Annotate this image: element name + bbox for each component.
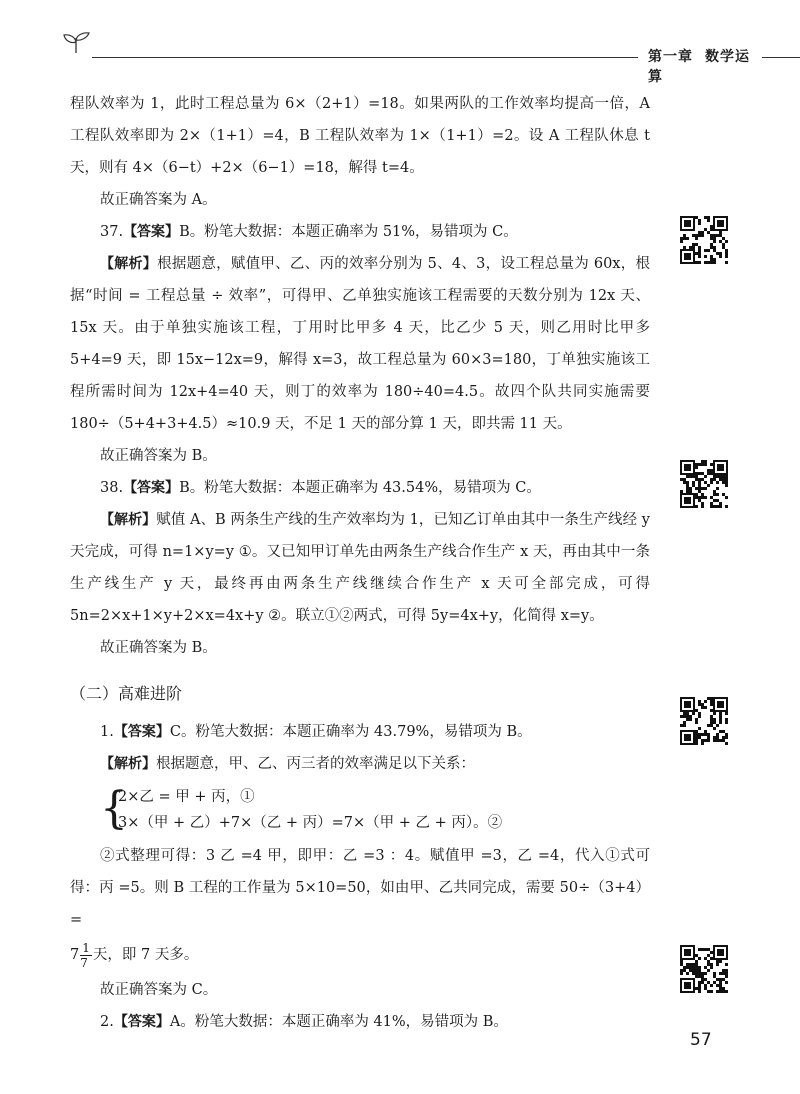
qr-code-icon	[680, 945, 728, 993]
hard-question-1-answer	[70, 716, 650, 748]
qr-code-icon	[680, 697, 728, 745]
whole-number: 7	[70, 947, 80, 963]
equation-system	[100, 784, 650, 836]
chapter-number: 第一章	[648, 49, 693, 65]
answer-conclusion: 故正确答案为 A。	[100, 192, 217, 208]
equation-2: 3×（甲 + 乙）+7×（乙 + 丙）=7×（甲 + 乙 + 丙）。②	[118, 815, 503, 831]
header-rule	[92, 57, 638, 58]
answer-conclusion: 故正确答案为 B。	[100, 640, 217, 656]
question-38-answer	[70, 472, 650, 504]
answer-conclusion: 故正确答案为 B。	[100, 448, 217, 464]
section-heading: （二）高难进阶	[70, 684, 183, 703]
answer-text: A。粉笔大数据：本题正确率为 41%，易错项为 B。	[169, 1014, 508, 1030]
qr-code-icon	[680, 216, 728, 264]
hard-question-1-analysis	[70, 748, 650, 780]
analysis-tag: 【解析】	[100, 756, 156, 772]
question-number: 37.	[100, 224, 124, 240]
fraction-denominator: 7	[80, 955, 88, 970]
leaf-icon	[62, 32, 92, 54]
page-body	[70, 88, 650, 1038]
brace-symbol: {	[100, 783, 128, 834]
analysis-tag: 【解析】	[100, 512, 157, 528]
answer-text: B。粉笔大数据：本题正确率为 51%，易错项为 C。	[179, 224, 518, 240]
fraction	[80, 941, 92, 970]
hard-question-2-answer	[70, 1006, 650, 1038]
answer-text: B。粉笔大数据：本题正确率为 43.54%，易错项为 C。	[179, 480, 541, 496]
answer-text: C。粉笔大数据：本题正确率为 43.79%，易错项为 B。	[169, 724, 532, 740]
question-37-analysis	[70, 248, 650, 440]
question-number: 38.	[100, 480, 124, 496]
page-header	[62, 32, 774, 85]
page-number: 57	[690, 1030, 712, 1050]
paragraph-text: 天，即 7 天多。	[92, 947, 199, 963]
question-38-analysis	[70, 504, 650, 632]
analysis-text: 根据题意，甲、乙、丙三者的效率满足以下关系：	[156, 756, 475, 772]
question-37-answer	[70, 216, 650, 248]
header-dash	[762, 57, 800, 58]
chapter-title: 数学运算	[648, 49, 750, 85]
question-number: 1.	[100, 724, 114, 740]
answer-tag: 【答案】	[123, 224, 180, 240]
equation-1: 2×乙 = 甲 + 丙，①	[118, 789, 255, 805]
answer-conclusion: 故正确答案为 C。	[100, 982, 218, 998]
mixed-fraction-line	[70, 936, 650, 974]
analysis-tag: 【解析】	[100, 256, 158, 272]
analysis-text: 根据题意，赋值甲、乙、丙的效率分别为 5、4、3，设工程总量为 60x，根据“时间 = 工程总量 ÷ 效率”，可得甲、乙单独实施该工程需要的天数分别为 12x 天、15x 天。由于单独实施该工程，丁用时比甲多 4 天，比乙少 5 天，则乙用时比甲多 5+4=9 天，即 15x−12x=9，解得 x=3，故工程总量为 60×3=180，丁单独实施该工程所需时间为 12x+4=40 天，则丁的效率为 180÷40=4.5。故四个队共同实施需要 180÷（5+4+3+4.5）≈10.9 天，不足 1 天的部分算 1 天，即共需 11 天。	[70, 256, 651, 432]
analysis-text: 赋值 A、B 两条生产线的生产效率均为 1，已知乙订单由其中一条生产线经 y 天完成，可得 n=1×y=y ①。又已知甲订单先由两条生产线合作生产 x 天，再由其中一条生产线生产 y 天，最终再由两条生产线继续合作生产 x 天可全部完成，可得 5n=2×x+1×y+2×x=4x+y ②。联立①②两式，可得 5y=4x+y，化简得 x=y。	[70, 512, 650, 624]
answer-tag: 【答案】	[113, 1014, 170, 1030]
paragraph: ②式整理可得：3 乙 =4 甲，即甲：乙 =3 ：4。赋值甲 =3，乙 =4，代入①式可得：丙 =5。则 B 工程的工作量为 5×10=50，如由甲、乙共同完成，需要 50÷（3+4）=	[70, 848, 650, 928]
paragraph: 程队效率为 1，此时工程总量为 6×（2+1）=18。如果两队的工作效率均提高一倍，A 工程队效率即为 2×（1+1）=4，B 工程队效率为 1×（1+1）=2。设 A 工程队休息 t 天，则有 4×（6−t）+2×（6−1）=18，解得 t=4。	[70, 96, 650, 176]
answer-tag: 【答案】	[123, 480, 180, 496]
fraction-numerator: 1	[82, 940, 90, 955]
question-number: 2.	[100, 1014, 114, 1030]
answer-tag: 【答案】	[113, 724, 170, 740]
chapter-label	[648, 46, 774, 86]
qr-code-icon	[680, 460, 728, 508]
